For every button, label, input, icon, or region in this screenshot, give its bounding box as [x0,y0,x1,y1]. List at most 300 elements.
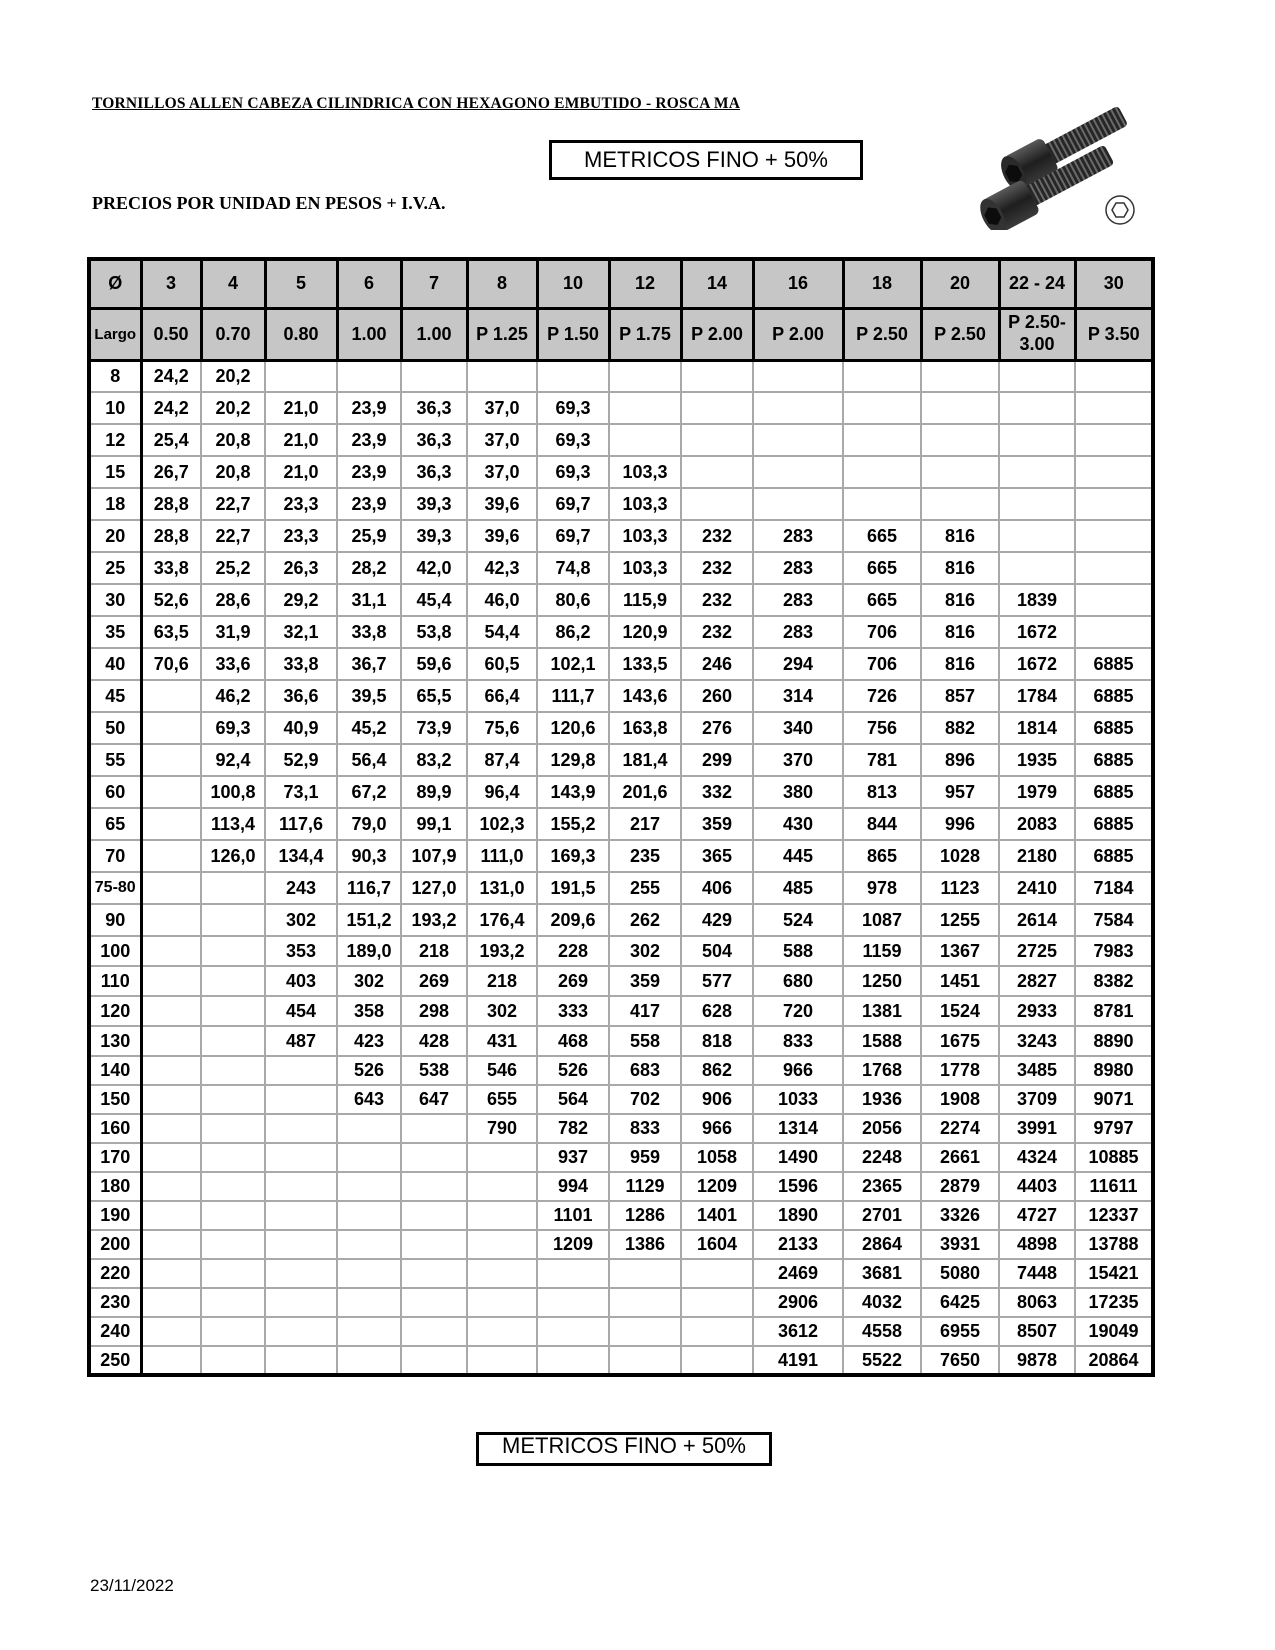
price-cell: 790 [467,1114,537,1143]
price-cell: 3485 [999,1056,1075,1085]
price-cell: 276 [681,712,753,744]
price-cell [141,680,201,712]
price-cell: 209,6 [537,904,609,936]
price-cell [537,1288,609,1317]
price-cell: 1672 [999,648,1075,680]
price-cell [681,1259,753,1288]
price-cell [681,456,753,488]
length-cell: 50 [89,712,141,744]
price-cell: 643 [337,1085,401,1114]
price-cell: 2410 [999,872,1075,904]
length-cell: 35 [89,616,141,648]
price-cell: 365 [681,840,753,872]
price-cell: 33,8 [265,648,337,680]
price-cell: 189,0 [337,936,401,966]
price-cell [401,1201,467,1230]
price-cell: 454 [265,996,337,1026]
price-cell [1075,424,1153,456]
price-cell: 2701 [843,1201,921,1230]
price-cell [141,1288,201,1317]
table-row [89,966,1153,996]
table-row [89,616,1153,648]
price-cell [201,1143,265,1172]
price-cell [921,488,999,520]
price-cell: 100,8 [201,776,265,808]
price-cell: 232 [681,520,753,552]
price-cell: 833 [753,1026,843,1056]
price-cell: 647 [401,1085,467,1114]
price-cell: 298 [401,996,467,1026]
length-cell: 200 [89,1230,141,1259]
price-cell [401,360,467,392]
price-cell: 12337 [1075,1201,1153,1230]
length-cell: 170 [89,1143,141,1172]
price-cell [141,1346,201,1375]
price-cell: 232 [681,584,753,616]
price-cell: 13788 [1075,1230,1153,1259]
price-cell [201,1056,265,1085]
length-cell: 30 [89,584,141,616]
price-cell: 1255 [921,904,999,936]
price-cell: 126,0 [201,840,265,872]
price-cell: 524 [753,904,843,936]
price-cell: 3612 [753,1317,843,1346]
length-cell: 100 [89,936,141,966]
diameter-header: 6 [337,259,401,308]
price-cell: 45,2 [337,712,401,744]
price-cell: 1596 [753,1172,843,1201]
table-row [89,712,1153,744]
price-cell: 2365 [843,1172,921,1201]
price-cell: 7584 [1075,904,1153,936]
price-cell [337,1114,401,1143]
price-cell [467,1230,537,1259]
price-cell: 2469 [753,1259,843,1288]
price-cell: 39,6 [467,488,537,520]
price-cell: 6885 [1075,808,1153,840]
price-cell [141,744,201,776]
price-cell: 2056 [843,1114,921,1143]
price-cell [843,392,921,424]
price-cell [141,996,201,1026]
price-cell: 9878 [999,1346,1075,1375]
price-cell: 1209 [537,1230,609,1259]
price-cell: 52,9 [265,744,337,776]
price-cell: 3243 [999,1026,1075,1056]
price-cell: 359 [609,966,681,996]
price-cell: 33,8 [141,552,201,584]
price-cell: 546 [467,1056,537,1085]
length-cell: 75-80 [89,872,141,904]
price-cell [337,1317,401,1346]
price-cell [467,1346,537,1375]
table-row [89,488,1153,520]
price-cell [467,1259,537,1288]
price-cell [609,392,681,424]
price-cell: 80,6 [537,584,609,616]
price-cell: 2827 [999,966,1075,996]
price-cell: 36,3 [401,392,467,424]
diameter-header: 8 [467,259,537,308]
price-cell [921,424,999,456]
price-cell: 2083 [999,808,1075,840]
price-cell: 36,7 [337,648,401,680]
price-cell: 232 [681,552,753,584]
price-cell: 1935 [999,744,1075,776]
price-cell: 218 [467,966,537,996]
price-cell: 66,4 [467,680,537,712]
price-cell: 191,5 [537,872,609,904]
price-cell: 577 [681,966,753,996]
price-cell: 103,3 [609,456,681,488]
price-cell [537,1259,609,1288]
price-cell: 1101 [537,1201,609,1230]
price-cell: 813 [843,776,921,808]
price-cell: 1908 [921,1085,999,1114]
price-cell: 31,1 [337,584,401,616]
price-cell [681,1288,753,1317]
price-cell: 25,9 [337,520,401,552]
price-cell: 485 [753,872,843,904]
table-row [89,1114,1153,1143]
table-row [89,840,1153,872]
price-cell: 4558 [843,1317,921,1346]
price-cell: 1250 [843,966,921,996]
price-cell: 102,3 [467,808,537,840]
price-cell: 2725 [999,936,1075,966]
price-cell [141,872,201,904]
price-cell: 25,2 [201,552,265,584]
length-label: Largo [89,308,141,360]
price-cell: 857 [921,680,999,712]
diameter-header: 22 - 24 [999,259,1075,308]
document-date: 23/11/2022 [90,1576,174,1595]
price-cell [921,456,999,488]
length-cell: 65 [89,808,141,840]
diameter-header: 3 [141,259,201,308]
price-cell [201,1259,265,1288]
price-cell [401,1259,467,1288]
length-cell: 70 [89,840,141,872]
price-cell: 706 [843,616,921,648]
price-cell: 193,2 [467,936,537,966]
price-cell: 996 [921,808,999,840]
price-cell: 862 [681,1056,753,1085]
diameter-header: 20 [921,259,999,308]
table-row [89,936,1153,966]
length-cell: 12 [89,424,141,456]
pitch-header: 0.70 [201,308,265,360]
price-cell [999,520,1075,552]
diameter-header-row [89,259,1153,308]
price-cell [201,1288,265,1317]
price-cell [201,1085,265,1114]
length-cell: 120 [89,996,141,1026]
price-cell: 906 [681,1085,753,1114]
price-cell: 7448 [999,1259,1075,1288]
price-cell [401,1346,467,1375]
price-cell [609,1259,681,1288]
price-cell: 9797 [1075,1114,1153,1143]
price-cell [753,456,843,488]
price-cell: 1033 [753,1085,843,1114]
price-cell: 1123 [921,872,999,904]
price-cell: 7983 [1075,936,1153,966]
price-cell: 92,4 [201,744,265,776]
price-cell [401,1114,467,1143]
price-cell: 844 [843,808,921,840]
table-row [89,520,1153,552]
price-cell [201,966,265,996]
price-cell: 89,9 [401,776,467,808]
price-cell: 4403 [999,1172,1075,1201]
price-cell: 6885 [1075,776,1153,808]
document-title: TORNILLOS ALLEN CABEZA CILINDRICA CON HEXAGONO EMBUTIDO - ROSCA MA [92,95,741,112]
price-cell: 4727 [999,1201,1075,1230]
price-cell: 816 [921,520,999,552]
price-cell: 896 [921,744,999,776]
price-cell: 36,3 [401,424,467,456]
price-cell [337,1201,401,1230]
price-cell: 40,9 [265,712,337,744]
price-cell: 959 [609,1143,681,1172]
price-cell [753,392,843,424]
price-cell: 428 [401,1026,467,1056]
price-cell: 445 [753,840,843,872]
price-cell [141,966,201,996]
price-cell: 36,3 [401,456,467,488]
price-cell: 155,2 [537,808,609,840]
price-cell: 865 [843,840,921,872]
price-cell: 56,4 [337,744,401,776]
price-cell: 283 [753,520,843,552]
price-cell: 1028 [921,840,999,872]
price-cell [201,1172,265,1201]
price-cell: 487 [265,1026,337,1056]
price-cell: 53,8 [401,616,467,648]
price-cell [265,1346,337,1375]
price-cell [141,1172,201,1201]
price-cell: 33,6 [201,648,265,680]
pitch-header: P 2.00 [753,308,843,360]
table-row [89,1172,1153,1201]
metric-fine-footer-badge: METRICOS FINO + 50% [476,1432,772,1466]
price-cell [337,360,401,392]
table-row [89,680,1153,712]
price-cell: 3931 [921,1230,999,1259]
price-cell [141,1085,201,1114]
price-cell: 1979 [999,776,1075,808]
price-cell: 302 [467,996,537,1026]
price-cell [843,424,921,456]
price-cell: 39,5 [337,680,401,712]
price-cell [401,1172,467,1201]
price-cell: 7650 [921,1346,999,1375]
price-cell [609,1317,681,1346]
price-cell [1075,520,1153,552]
price-cell: 235 [609,840,681,872]
price-cell: 8063 [999,1288,1075,1317]
price-cell: 504 [681,936,753,966]
price-cell: 628 [681,996,753,1026]
pitch-header: P 1.25 [467,308,537,360]
pitch-header: 1.00 [337,308,401,360]
diameter-header: 4 [201,259,265,308]
price-cell [265,1230,337,1259]
price-cell [201,872,265,904]
price-cell [201,904,265,936]
price-cell: 978 [843,872,921,904]
table-row [89,456,1153,488]
price-cell: 217 [609,808,681,840]
price-cell: 46,2 [201,680,265,712]
price-cell [201,1317,265,1346]
price-cell: 255 [609,872,681,904]
table-row [89,392,1153,424]
price-cell: 957 [921,776,999,808]
length-cell: 240 [89,1317,141,1346]
price-cell: 69,3 [201,712,265,744]
price-cell: 333 [537,996,609,1026]
price-cell: 69,7 [537,520,609,552]
price-cell [609,1346,681,1375]
length-cell: 8 [89,360,141,392]
price-cell: 882 [921,712,999,744]
length-cell: 130 [89,1026,141,1056]
table-row [89,1056,1153,1085]
price-cell: 163,8 [609,712,681,744]
diameter-header: 14 [681,259,753,308]
pitch-header: P 1.50 [537,308,609,360]
price-cell: 129,8 [537,744,609,776]
price-cell [141,1259,201,1288]
price-cell: 683 [609,1056,681,1085]
pitch-header: P 2.00 [681,308,753,360]
pitch-header: P 2.50-3.00 [999,308,1075,360]
price-cell: 1839 [999,584,1075,616]
price-cell [753,424,843,456]
length-cell: 18 [89,488,141,520]
table-row [89,1026,1153,1056]
price-cell [265,360,337,392]
price-cell: 468 [537,1026,609,1056]
price-cell [999,392,1075,424]
price-cell: 33,8 [337,616,401,648]
price-cell: 52,6 [141,584,201,616]
price-cell: 564 [537,1085,609,1114]
length-cell: 160 [89,1114,141,1143]
table-row [89,1143,1153,1172]
price-cell: 994 [537,1172,609,1201]
table-row [89,996,1153,1026]
diameter-header: 30 [1075,259,1153,308]
price-cell: 10885 [1075,1143,1153,1172]
price-cell: 2274 [921,1114,999,1143]
length-cell: 25 [89,552,141,584]
price-cell [467,1172,537,1201]
price-cell: 966 [753,1056,843,1085]
price-cell: 23,3 [265,520,337,552]
price-cell [537,1346,609,1375]
price-cell [265,1172,337,1201]
price-cell: 816 [921,584,999,616]
price-cell [141,840,201,872]
price-cell [999,552,1075,584]
price-cell: 193,2 [401,904,467,936]
price-cell: 20,8 [201,456,265,488]
price-cell: 69,3 [537,424,609,456]
price-cell: 302 [265,904,337,936]
price-cell [609,360,681,392]
price-cell: 11611 [1075,1172,1153,1201]
price-cell: 5522 [843,1346,921,1375]
table-row [89,552,1153,584]
price-cell: 83,2 [401,744,467,776]
price-cell: 24,2 [141,360,201,392]
length-cell: 110 [89,966,141,996]
price-cell: 39,3 [401,520,467,552]
price-cell [141,1317,201,1346]
price-cell: 430 [753,808,843,840]
length-cell: 10 [89,392,141,424]
price-cell: 39,3 [401,488,467,520]
pitch-header-row [89,308,1153,360]
price-cell: 302 [337,966,401,996]
length-cell: 250 [89,1346,141,1375]
price-cell: 23,9 [337,424,401,456]
price-cell: 4898 [999,1230,1075,1259]
price-cell: 102,1 [537,648,609,680]
diameter-header: 10 [537,259,609,308]
price-cell: 269 [401,966,467,996]
price-cell [467,360,537,392]
price-cell: 340 [753,712,843,744]
price-cell: 45,4 [401,584,467,616]
price-cell: 20864 [1075,1346,1153,1375]
price-cell: 243 [265,872,337,904]
price-cell: 17235 [1075,1288,1153,1317]
price-cell [201,1201,265,1230]
price-cell [141,1114,201,1143]
price-cell: 588 [753,936,843,966]
price-cell: 2614 [999,904,1075,936]
price-cell [1075,488,1153,520]
price-cell: 117,6 [265,808,337,840]
price-cell: 358 [337,996,401,1026]
pitch-header: 1.00 [401,308,467,360]
price-cell: 201,6 [609,776,681,808]
price-cell: 1490 [753,1143,843,1172]
price-cell: 1087 [843,904,921,936]
price-cell: 3709 [999,1085,1075,1114]
diameter-header: 18 [843,259,921,308]
price-cell: 23,9 [337,488,401,520]
price-cell [201,1230,265,1259]
price-cell: 32,1 [265,616,337,648]
price-cell [265,1259,337,1288]
length-cell: 140 [89,1056,141,1085]
price-cell [467,1288,537,1317]
price-cell: 69,3 [537,456,609,488]
price-cell: 3681 [843,1259,921,1288]
length-cell: 90 [89,904,141,936]
price-cell [537,360,609,392]
length-cell: 40 [89,648,141,680]
price-cell [681,360,753,392]
metric-fine-badge: METRICOS FINO + 50% [549,140,863,180]
price-cell [141,776,201,808]
price-cell [921,392,999,424]
